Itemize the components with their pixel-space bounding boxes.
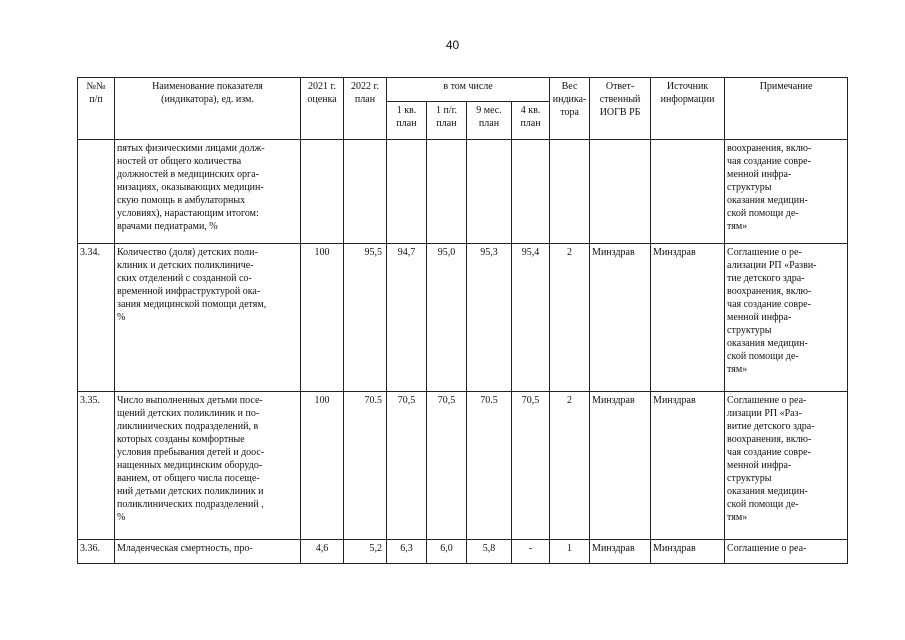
row-responsible <box>590 140 651 244</box>
row-2022: 5,2 <box>344 540 387 564</box>
row-source: Минздрав <box>651 392 725 540</box>
row-q1: 70,5 <box>387 392 427 540</box>
row-name: Количество (доля) детских поли- клиник и детских поликлиниче- ских отделений с созданной со- временной инфраструктурой ока- зания медицинской помощи детям, % <box>115 244 301 392</box>
page-number: 40 <box>445 38 460 52</box>
row-name: Число выполненных детьми посе- щений детских поликлиник и по- ликлинических подразделений, в которых созданы комфортные условия пребывания детей и доос- нащенных медицинским оборудо- ванием, от общего числа посеще- ний детьми детских поликлиник и поликлинических подразделений , % <box>115 392 301 540</box>
row-note: Соглашение о реа- лизации РП «Раз- витие детского здра- воохранения, вклю- чая создание совре- менной инфра- структуры оказания медицин- ской помощи де- тям» <box>725 392 848 540</box>
row-weight: 2 <box>550 392 590 540</box>
row-responsible: Минздрав <box>590 540 651 564</box>
table-row <box>78 540 848 564</box>
row-2022: 70.5 <box>344 392 387 540</box>
header-name: Наименование показателя (индикатора), ед. изм. <box>115 78 301 140</box>
row-h1: 6,0 <box>427 540 467 564</box>
row-weight <box>550 140 590 244</box>
row-9m: 70.5 <box>467 392 512 540</box>
row-h1: 70,5 <box>427 392 467 540</box>
row-responsible: Минздрав <box>590 244 651 392</box>
header-q4: 4 кв. план <box>512 102 550 140</box>
row-num: 3.36. <box>78 540 115 564</box>
table-row <box>78 244 848 392</box>
row-2022 <box>344 140 387 244</box>
row-q1 <box>387 140 427 244</box>
row-2021: 4,6 <box>301 540 344 564</box>
row-name: Младенческая смертность, про- <box>115 540 301 564</box>
row-q4: 70,5 <box>512 392 550 540</box>
table-row <box>78 392 848 540</box>
row-source: Минздрав <box>651 540 725 564</box>
row-9m: 95,3 <box>467 244 512 392</box>
row-q4 <box>512 140 550 244</box>
header-responsible: Ответ- ственный ИОГВ РБ <box>590 78 651 140</box>
indicators-table <box>77 77 848 564</box>
row-2022: 95,5 <box>344 244 387 392</box>
row-9m <box>467 140 512 244</box>
row-weight: 1 <box>550 540 590 564</box>
row-num: 3.35. <box>78 392 115 540</box>
header-9m: 9 мес. план <box>467 102 512 140</box>
header-2021: 2021 г. оценка <box>301 78 344 140</box>
row-name: пятых физическими лицами долж- ностей от общего количества должностей в медицинских орга- низациях, оказывающих медицин- скую помощь в амбулаторных условиях), нарастающим итогом: врачами педиатрами, % <box>115 140 301 244</box>
header-source: Источник информации <box>651 78 725 140</box>
header-2022: 2022 г. план <box>344 78 387 140</box>
row-h1 <box>427 140 467 244</box>
row-9m: 5,8 <box>467 540 512 564</box>
row-note: воохранения, вклю- чая создание совре- менной инфра- структуры оказания медицин- ской помощи де- тям» <box>725 140 848 244</box>
row-q1: 94,7 <box>387 244 427 392</box>
row-q4: 95,4 <box>512 244 550 392</box>
row-source <box>651 140 725 244</box>
row-h1: 95,0 <box>427 244 467 392</box>
row-2021: 100 <box>301 244 344 392</box>
table-row <box>78 140 848 244</box>
row-2021: 100 <box>301 392 344 540</box>
row-num <box>78 140 115 244</box>
header-h1: 1 п/г. план <box>427 102 467 140</box>
header-note: Примечание <box>725 78 848 140</box>
row-weight: 2 <box>550 244 590 392</box>
row-q4: - <box>512 540 550 564</box>
header-including: в том числе <box>387 78 550 102</box>
header-q1: 1 кв. план <box>387 102 427 140</box>
header-num: №№ п/п <box>78 78 115 140</box>
row-num: 3.34. <box>78 244 115 392</box>
row-note: Соглашение о реа- <box>725 540 848 564</box>
row-responsible: Минздрав <box>590 392 651 540</box>
row-2021 <box>301 140 344 244</box>
row-note: Соглашение о ре- ализации РП «Разви- тие детского здра- воохранения, вклю- чая создание совре- менной инфра- структуры оказания медицин- ской помощи де- тям» <box>725 244 848 392</box>
row-q1: 6,3 <box>387 540 427 564</box>
row-source: Минздрав <box>651 244 725 392</box>
header-weight: Вес индика- тора <box>550 78 590 140</box>
